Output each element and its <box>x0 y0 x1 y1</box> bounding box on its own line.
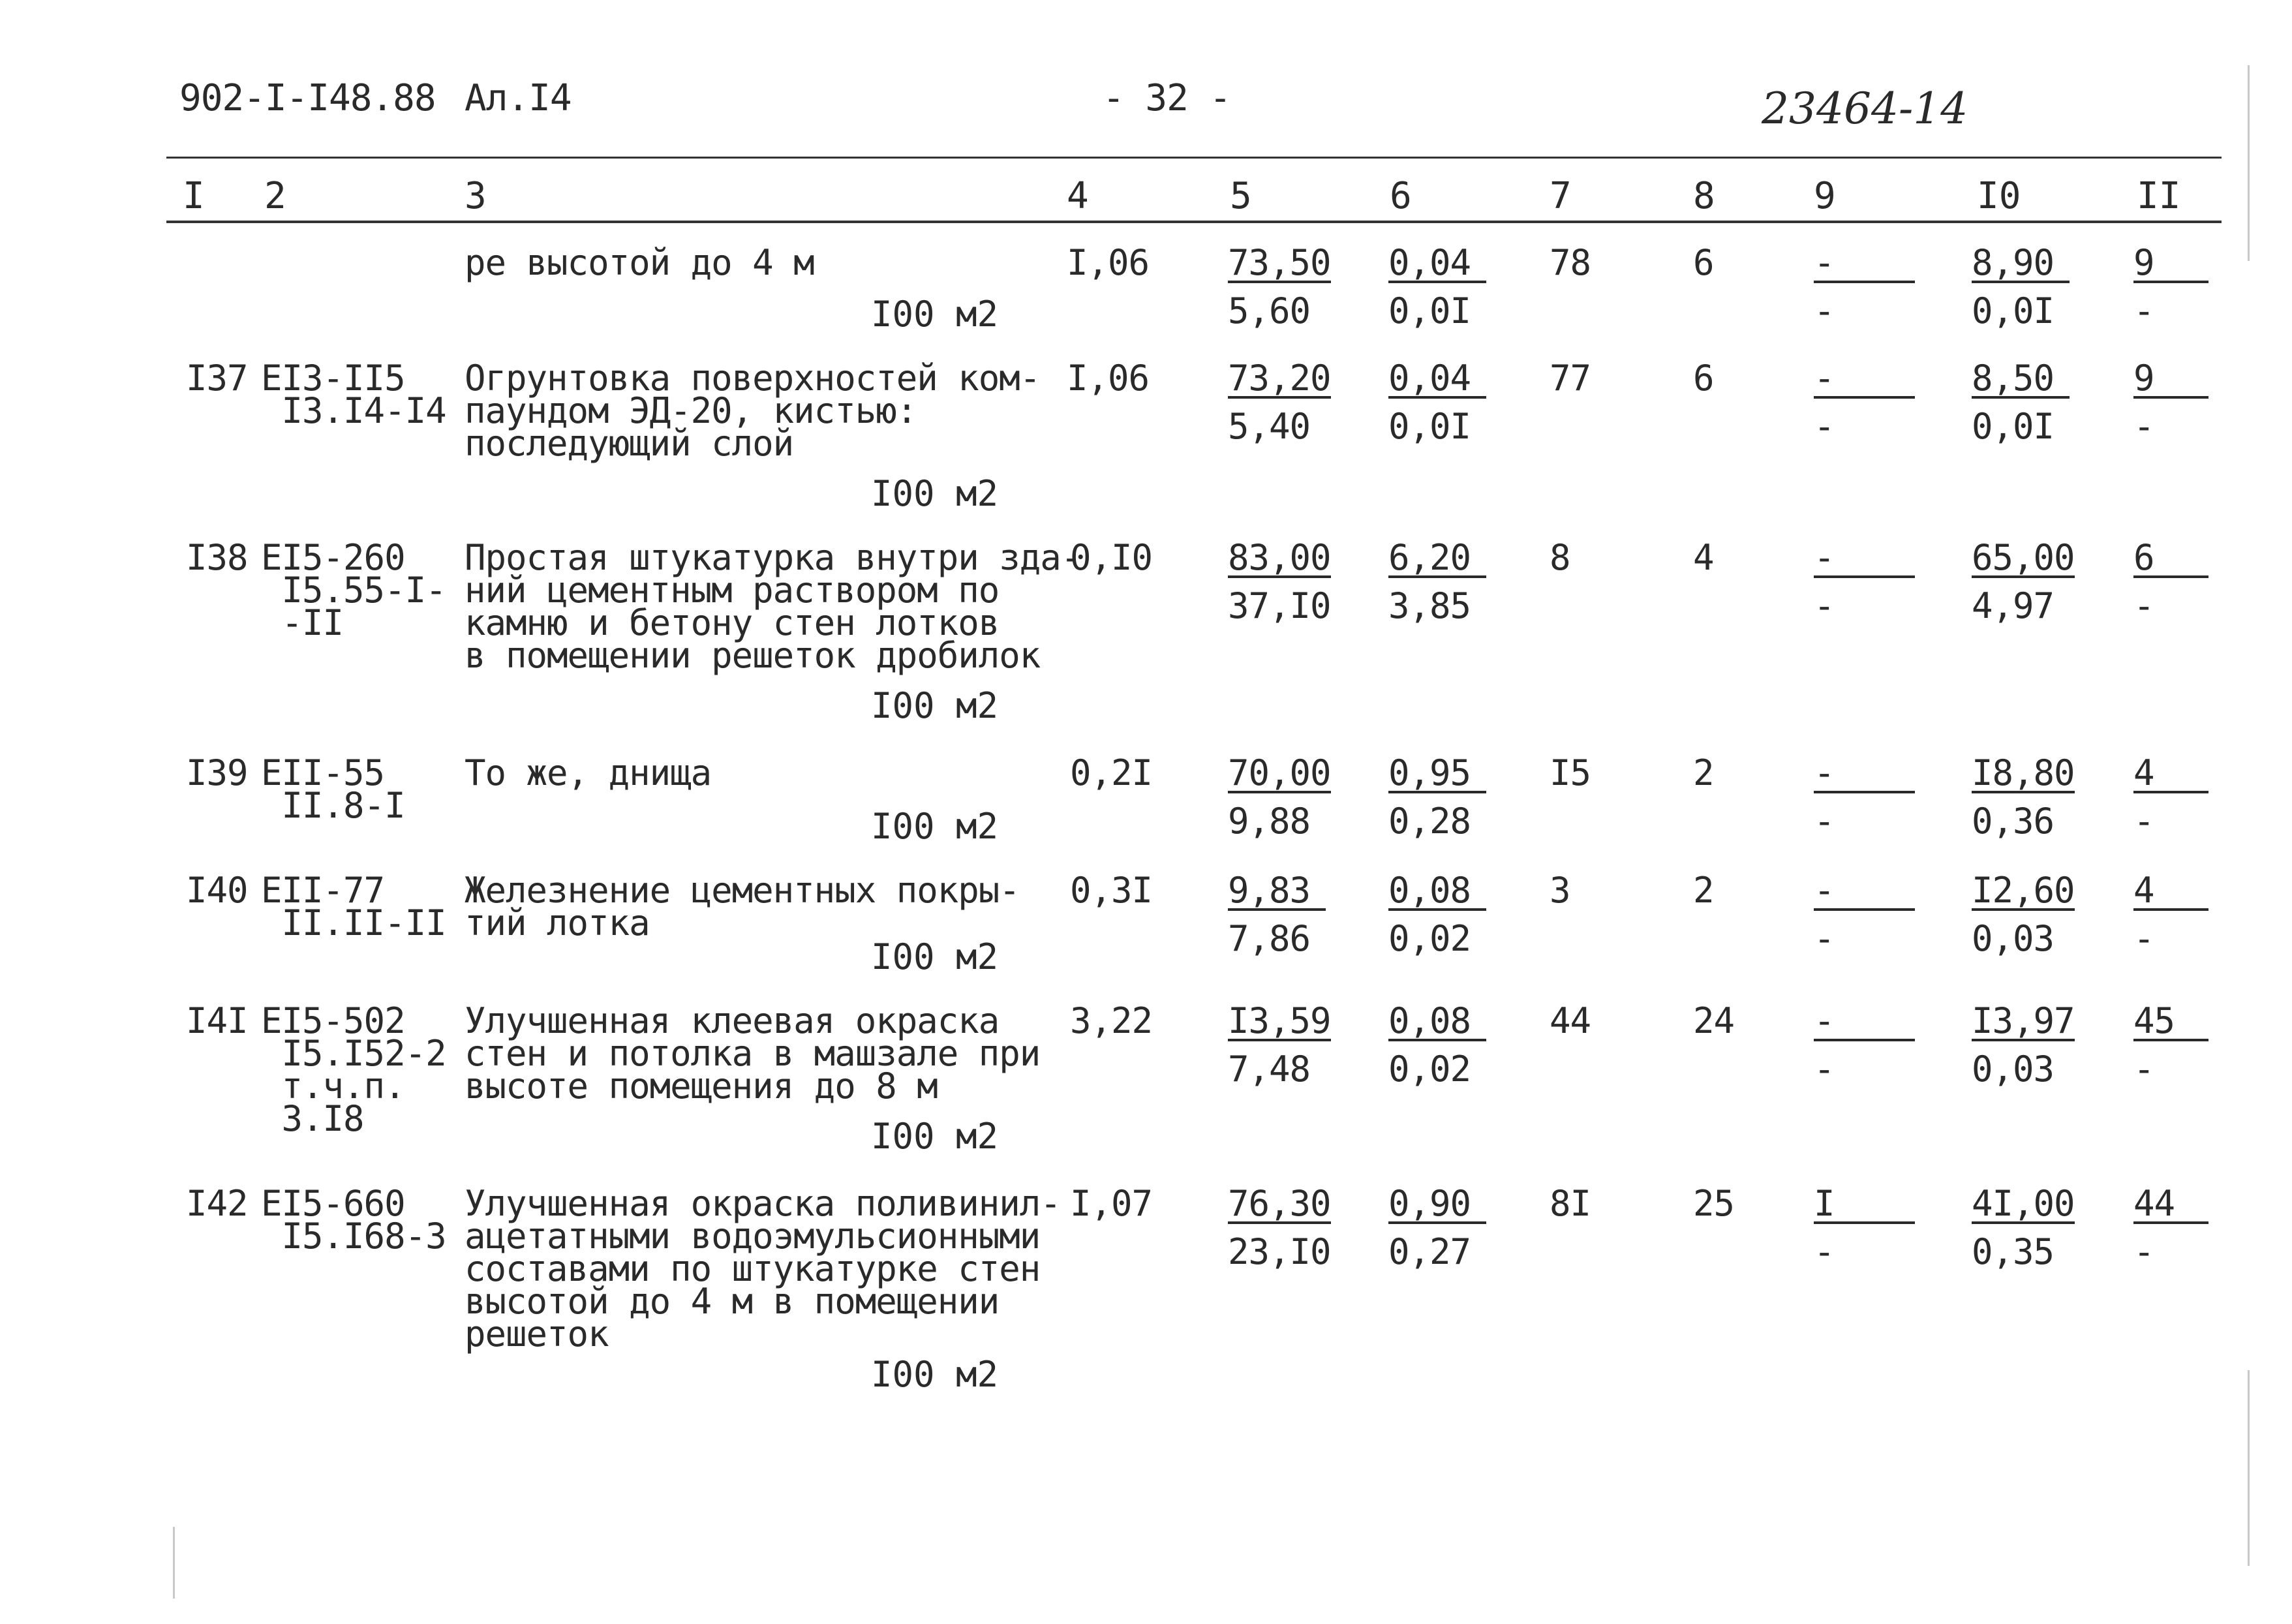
row-col11: 45 - <box>2133 1005 2238 1086</box>
row-col7: 77 <box>1550 358 1591 399</box>
row-col6: $\frac{0,08}{0,02}$ <box>1388 1005 1493 1086</box>
row-col8: 6 <box>1693 358 1714 399</box>
row-code-line: I3.I4-I4 <box>261 390 446 431</box>
row-code-line: EI5-660 <box>261 1183 405 1224</box>
row-description-line: ре высотой до 4 м <box>465 242 814 283</box>
row-number: I38 <box>186 537 248 578</box>
row-description-line: высоте помещения до 8 м <box>465 1065 938 1107</box>
row-description-line: стен и потолка в машзале при <box>465 1033 1041 1074</box>
row-col7: 3 <box>1550 870 1570 911</box>
document-code: 902-I-I48.88 <box>179 77 436 119</box>
row-col9: - - <box>1814 362 1918 443</box>
col-header-3: 3 <box>465 175 487 217</box>
row-col6: $\frac{0,90}{0,27}$ <box>1388 1187 1493 1268</box>
row-code-line: I5.I52-2 <box>261 1033 446 1074</box>
col-header-11: II <box>2137 175 2181 217</box>
row-description-line: решеток <box>465 1313 609 1355</box>
row-col8: 4 <box>1693 537 1714 578</box>
row-col5: $\frac{I3,59}{7,48}$ <box>1228 1000 1331 1090</box>
row-col6: $\frac{0,08}{0,02}$ <box>1388 874 1493 955</box>
col-header-1: I <box>183 175 205 217</box>
row-unit: I00 м2 <box>871 936 999 977</box>
row-col4: I,07 <box>1070 1183 1153 1224</box>
row-col9: - - <box>1814 757 1918 838</box>
row-col8: 2 <box>1693 752 1714 793</box>
col-header-9: 9 <box>1814 175 1836 217</box>
row-col9: - - <box>1814 542 1918 622</box>
header-rule <box>166 221 2222 223</box>
row-description-line: ний цементным раствором по <box>465 570 1000 611</box>
row-col5: $\frac{73,50}{5,60}$ <box>1228 242 1331 331</box>
row-col4: 3,22 <box>1070 1000 1153 1041</box>
row-col5: $\frac{9,83}{7,86}$ <box>1228 874 1332 955</box>
row-col9: I - <box>1814 1187 1918 1268</box>
row-col4: 0,2I <box>1070 752 1153 793</box>
row-description-line: камню и бетону стен лотков <box>465 602 1000 643</box>
row-col6: $\frac{6,20}{3,85}$ <box>1388 542 1493 622</box>
col-header-4: 4 <box>1067 175 1089 217</box>
row-description-line: последующий слой <box>465 423 794 464</box>
row-description-line: Огрунтовка поверхностей ком- <box>465 358 1041 399</box>
row-col4: I,06 <box>1067 358 1150 399</box>
row-description-line: в помещении решеток дробилок <box>465 635 1041 676</box>
row-col8: 24 <box>1693 1000 1735 1041</box>
row-code-line: 3.I8 <box>261 1098 364 1139</box>
row-unit: I00 м2 <box>871 1116 999 1157</box>
row-description-line: тий лотка <box>465 902 650 943</box>
row-col10: $\frac{8,90}{0,0I}$ <box>1972 247 2076 328</box>
row-col10: $\frac{4I,00}{0,35}$ <box>1972 1183 2075 1272</box>
row-number: I39 <box>186 752 248 793</box>
row-col4: 0,I0 <box>1070 537 1153 578</box>
row-col11: 44 - <box>2133 1187 2238 1268</box>
row-unit: I00 м2 <box>871 1354 999 1395</box>
row-unit: I00 м2 <box>871 806 999 847</box>
row-col9: - - <box>1814 1005 1918 1086</box>
top-rule <box>166 157 2222 159</box>
row-col9: - - <box>1814 874 1918 955</box>
row-col7: 44 <box>1550 1000 1591 1041</box>
row-number: I42 <box>186 1183 248 1224</box>
row-unit: I00 м2 <box>871 294 999 335</box>
row-col8: 6 <box>1693 242 1714 283</box>
row-col5: $\frac{76,30}{23,I0}$ <box>1228 1183 1331 1272</box>
row-description-line: высотой до 4 м в помещении <box>465 1281 1000 1322</box>
handwritten-number: 23464-14 <box>1762 84 1968 134</box>
row-code-line: EII-77 <box>261 870 385 911</box>
scan-edge-mark <box>2248 65 2250 261</box>
row-unit: I00 м2 <box>871 473 999 514</box>
row-number: I37 <box>186 358 248 399</box>
row-description-line: Улучшенная клеевая окраска <box>465 1000 1000 1041</box>
row-description-line: ацетатными водоэмульсионными <box>465 1216 1041 1257</box>
sheet-label: Ал.I4 <box>465 77 572 119</box>
row-col6: $\frac{0,04}{0,0I}$ <box>1388 362 1493 443</box>
row-col11: 6 - <box>2133 542 2238 622</box>
row-number: I40 <box>186 870 248 911</box>
row-col5: $\frac{73,20}{5,40}$ <box>1228 358 1331 447</box>
row-col7: 78 <box>1550 242 1591 283</box>
col-header-8: 8 <box>1693 175 1715 217</box>
page-number: - 32 - <box>1103 77 1231 119</box>
row-col11: 9 - <box>2133 247 2238 328</box>
row-col7: 8I <box>1550 1183 1591 1224</box>
scan-edge-mark <box>2248 1370 2250 1566</box>
row-description-line: Простая штукатурка внутри зда- <box>465 537 1082 578</box>
row-code-line: II.8-I <box>261 785 405 826</box>
row-col6: $\frac{0,04}{0,0I}$ <box>1388 247 1493 328</box>
row-description-line: Улучшенная окраска поливинил- <box>465 1183 1061 1224</box>
row-col11: 4 - <box>2133 757 2238 838</box>
row-col4: I,06 <box>1067 242 1150 283</box>
row-description-line: составами по штукатурке стен <box>465 1248 1041 1289</box>
row-col5: $\frac{70,00}{9,88}$ <box>1228 752 1331 842</box>
row-description-line: То же, днища <box>465 752 712 793</box>
row-col7: 8 <box>1550 537 1570 578</box>
row-col10: $\frac{I3,97}{0,03}$ <box>1972 1000 2075 1090</box>
col-header-10: I0 <box>1977 175 2021 217</box>
row-col10: $\frac{8,50}{0,0I}$ <box>1972 362 2076 443</box>
row-code-line: EI5-502 <box>261 1000 405 1041</box>
col-header-2: 2 <box>264 175 286 217</box>
scan-edge-mark <box>173 1527 175 1599</box>
row-col6: $\frac{0,95}{0,28}$ <box>1388 757 1493 838</box>
col-header-5: 5 <box>1230 175 1252 217</box>
row-description-line: паундом ЭД-20, кистью: <box>465 390 917 431</box>
row-col11: 4 - <box>2133 874 2238 955</box>
row-description-line: Железнение цементных покры- <box>465 870 1020 911</box>
row-col7: I5 <box>1550 752 1591 793</box>
row-unit: I00 м2 <box>871 685 999 726</box>
row-col10: $\frac{I8,80}{0,36}$ <box>1972 752 2075 842</box>
row-code-line: I5.55-I- <box>261 570 446 611</box>
row-code-line: EI3-II5 <box>261 358 405 399</box>
row-col5: $\frac{83,00}{37,I0}$ <box>1228 537 1331 626</box>
row-col11: 9 - <box>2133 362 2238 443</box>
row-col4: 0,3I <box>1070 870 1153 911</box>
row-code-line: I5.I68-3 <box>261 1216 446 1257</box>
row-number: I4I <box>186 1000 248 1041</box>
row-col8: 2 <box>1693 870 1714 911</box>
row-col8: 25 <box>1693 1183 1735 1224</box>
row-code-line: т.ч.п. <box>261 1065 405 1107</box>
row-code-line: -II <box>261 602 344 643</box>
col-header-7: 7 <box>1550 175 1572 217</box>
col-header-6: 6 <box>1390 175 1412 217</box>
row-col10: $\frac{I2,60}{0,03}$ <box>1972 870 2075 959</box>
row-col10: $\frac{65,00}{4,97}$ <box>1972 537 2075 626</box>
row-col9: - - <box>1814 247 1918 328</box>
row-code-line: II.II-II <box>261 902 446 943</box>
row-code-line: EII-55 <box>261 752 385 793</box>
row-code-line: EI5-260 <box>261 537 405 578</box>
